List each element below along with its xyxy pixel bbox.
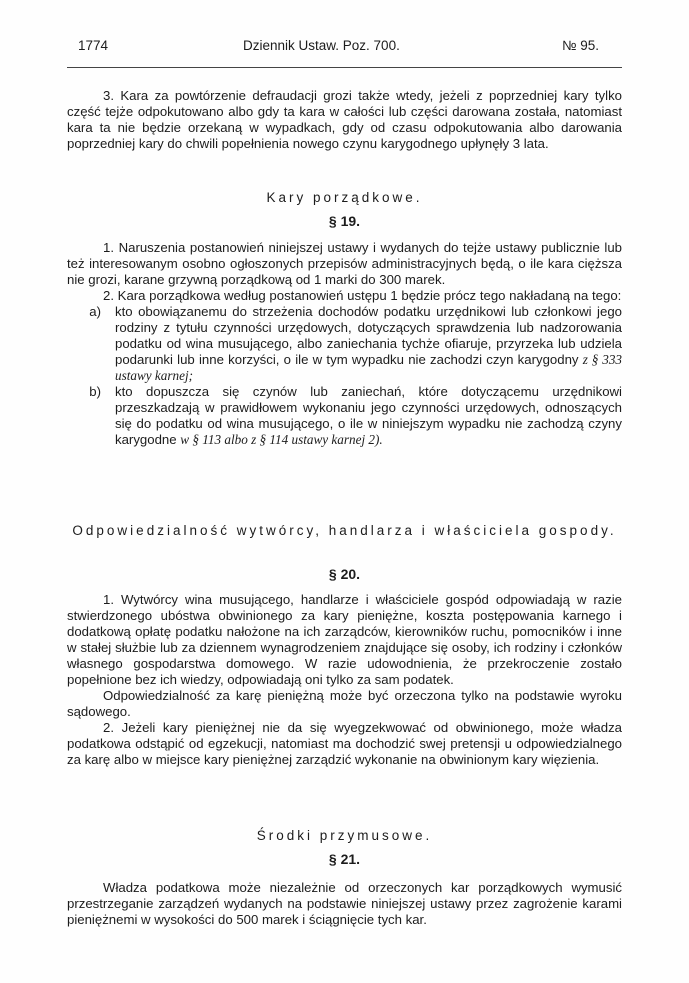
issue-number: № 95. [562,38,599,53]
journal-title: Dziennik Ustaw. Poz. 700. [243,38,400,53]
section-21-body [67,880,622,928]
section-21-para-1: Władza podatkowa może niezależnie od orzeczonych kar porządkowych wymusić przestrzeganie zarządzeń wydanych na podstawie niniejszej ustawy przez zagrożenie karami pieniężnemi w wysokości do 500 marek i ściągnięcie tych kar. [67,880,622,927]
section-21: § 21. [328,851,361,867]
paragraph-3 [67,88,622,152]
heading-srodki-przymusowe: Środki przymusowe. [256,828,433,843]
section-20-para-2: 2. Jeżeli kary pieniężnej nie da się wyegzekwować od obwinionego, może władza podatkowa odstąpić od egzekucji, natomiast ma dochodzić swej pretensji u odpowiedzialnego za karę albo w miejsce kary pieniężnej zarządzić wykonanie na obwinionym kary więzienia. [67,720,622,767]
legal-reference: z § 333 ustawy karnej; [115,352,623,383]
section-20-body [67,592,622,768]
section-20-para-1b: Odpowiedzialność za karę pieniężną może być orzeczona tylko na podstawie wyroku sądowego. [67,688,622,719]
list-item-text [115,304,622,384]
list-item-b [67,384,622,448]
section-19-para-2: 2. Kara porządkowa według postanowień ustępu 1 będzie prócz tego nakładaną na tego: [103,288,622,303]
list-item-a-text: kto obowiązanemu do strzeżenia dochodów podatku urzędnikowi lub członkowi jego rodziny z tytułu czynności urzędowych, dotyczących sprawdzenia lub nadzorowania podatku od wina musującego, albo zaniechania tychże ofiaruje, przyrzeka lub udziela podarunki lub inne korzyści, o ile w tym wypadku nie zachodzi czyn karygodny [115,304,622,367]
page-number: 1774 [78,38,109,53]
section-19-body [67,240,622,448]
section-20-para-1: 1. Wytwórcy wina musującego, handlarze i właściciele gospód odpowiadają w razie stwierdzonego ubóstwa obwinionego za kary pieniężne, koszta postępowania karnego i dodatkową opłatę podatku nałożone na ich zarządców, kierowników ruchu, pomocników i inne w stałej służbie lub za dziennem wynagrodzeniem znajdujące się osoby, ich rodziny i członków własnego gospodarstwa domowego. W razie udowodnienia, że przekroczenie zostało popełnione bez ich wiedzy, odpowiadają oni tylko za sam podatek. [67,592,622,687]
section-20: § 20. [328,566,361,582]
list-item-a [67,304,622,384]
legal-reference: w § 113 albo z § 114 ustawy karnej 2). [180,432,383,447]
heading-odpowiedzialnosc: Odpowiedzialność wytwórcy, handlarza i właściciela gospody. [72,523,617,538]
paragraph-3-text: 3. Kara za powtórzenie defraudacji grozi także wtedy, jeżeli z poprzedniej kary tylko część tejże odpokutowano albo gdy ta kara w całości lub części darowana została, natomiast kara ta nie będzie orzekaną w wypadkach, gdy od czasu odpokutowania albo darowania poprzedniej kary do chwili popełnienia nowego czynu karygodnego upłynęły 3 lata. [67,88,622,151]
section-19: § 19. [328,213,361,229]
header-rule [67,67,622,68]
list-item-text [115,384,622,448]
list-item-label: a) [89,304,101,319]
section-19-para-1: 1. Naruszenia postanowień niniejszej ustawy i wydanych do tejże ustawy publicznie lub też interesowanym osobno ogłoszonych przepisów administracyjnych będą, o ile kara cięższa nie grozi, karane grzywną porządkową od 1 marki do 300 marek. [67,240,622,287]
heading-kary-porzadkowe: Kary porządkowe. [266,190,423,205]
list-item-b-text: kto dopuszcza się czynów lub zaniechań, które dotyczącemu urzędnikowi przeszkadzają w prawidłowem wykonaniu jego czynności urzędowych, odnoszących się do podatku od wina musującego, o ile w niniejszym wypadku nie zachodzą czyny karygodne [115,384,622,447]
list-item-label: b) [89,384,101,399]
